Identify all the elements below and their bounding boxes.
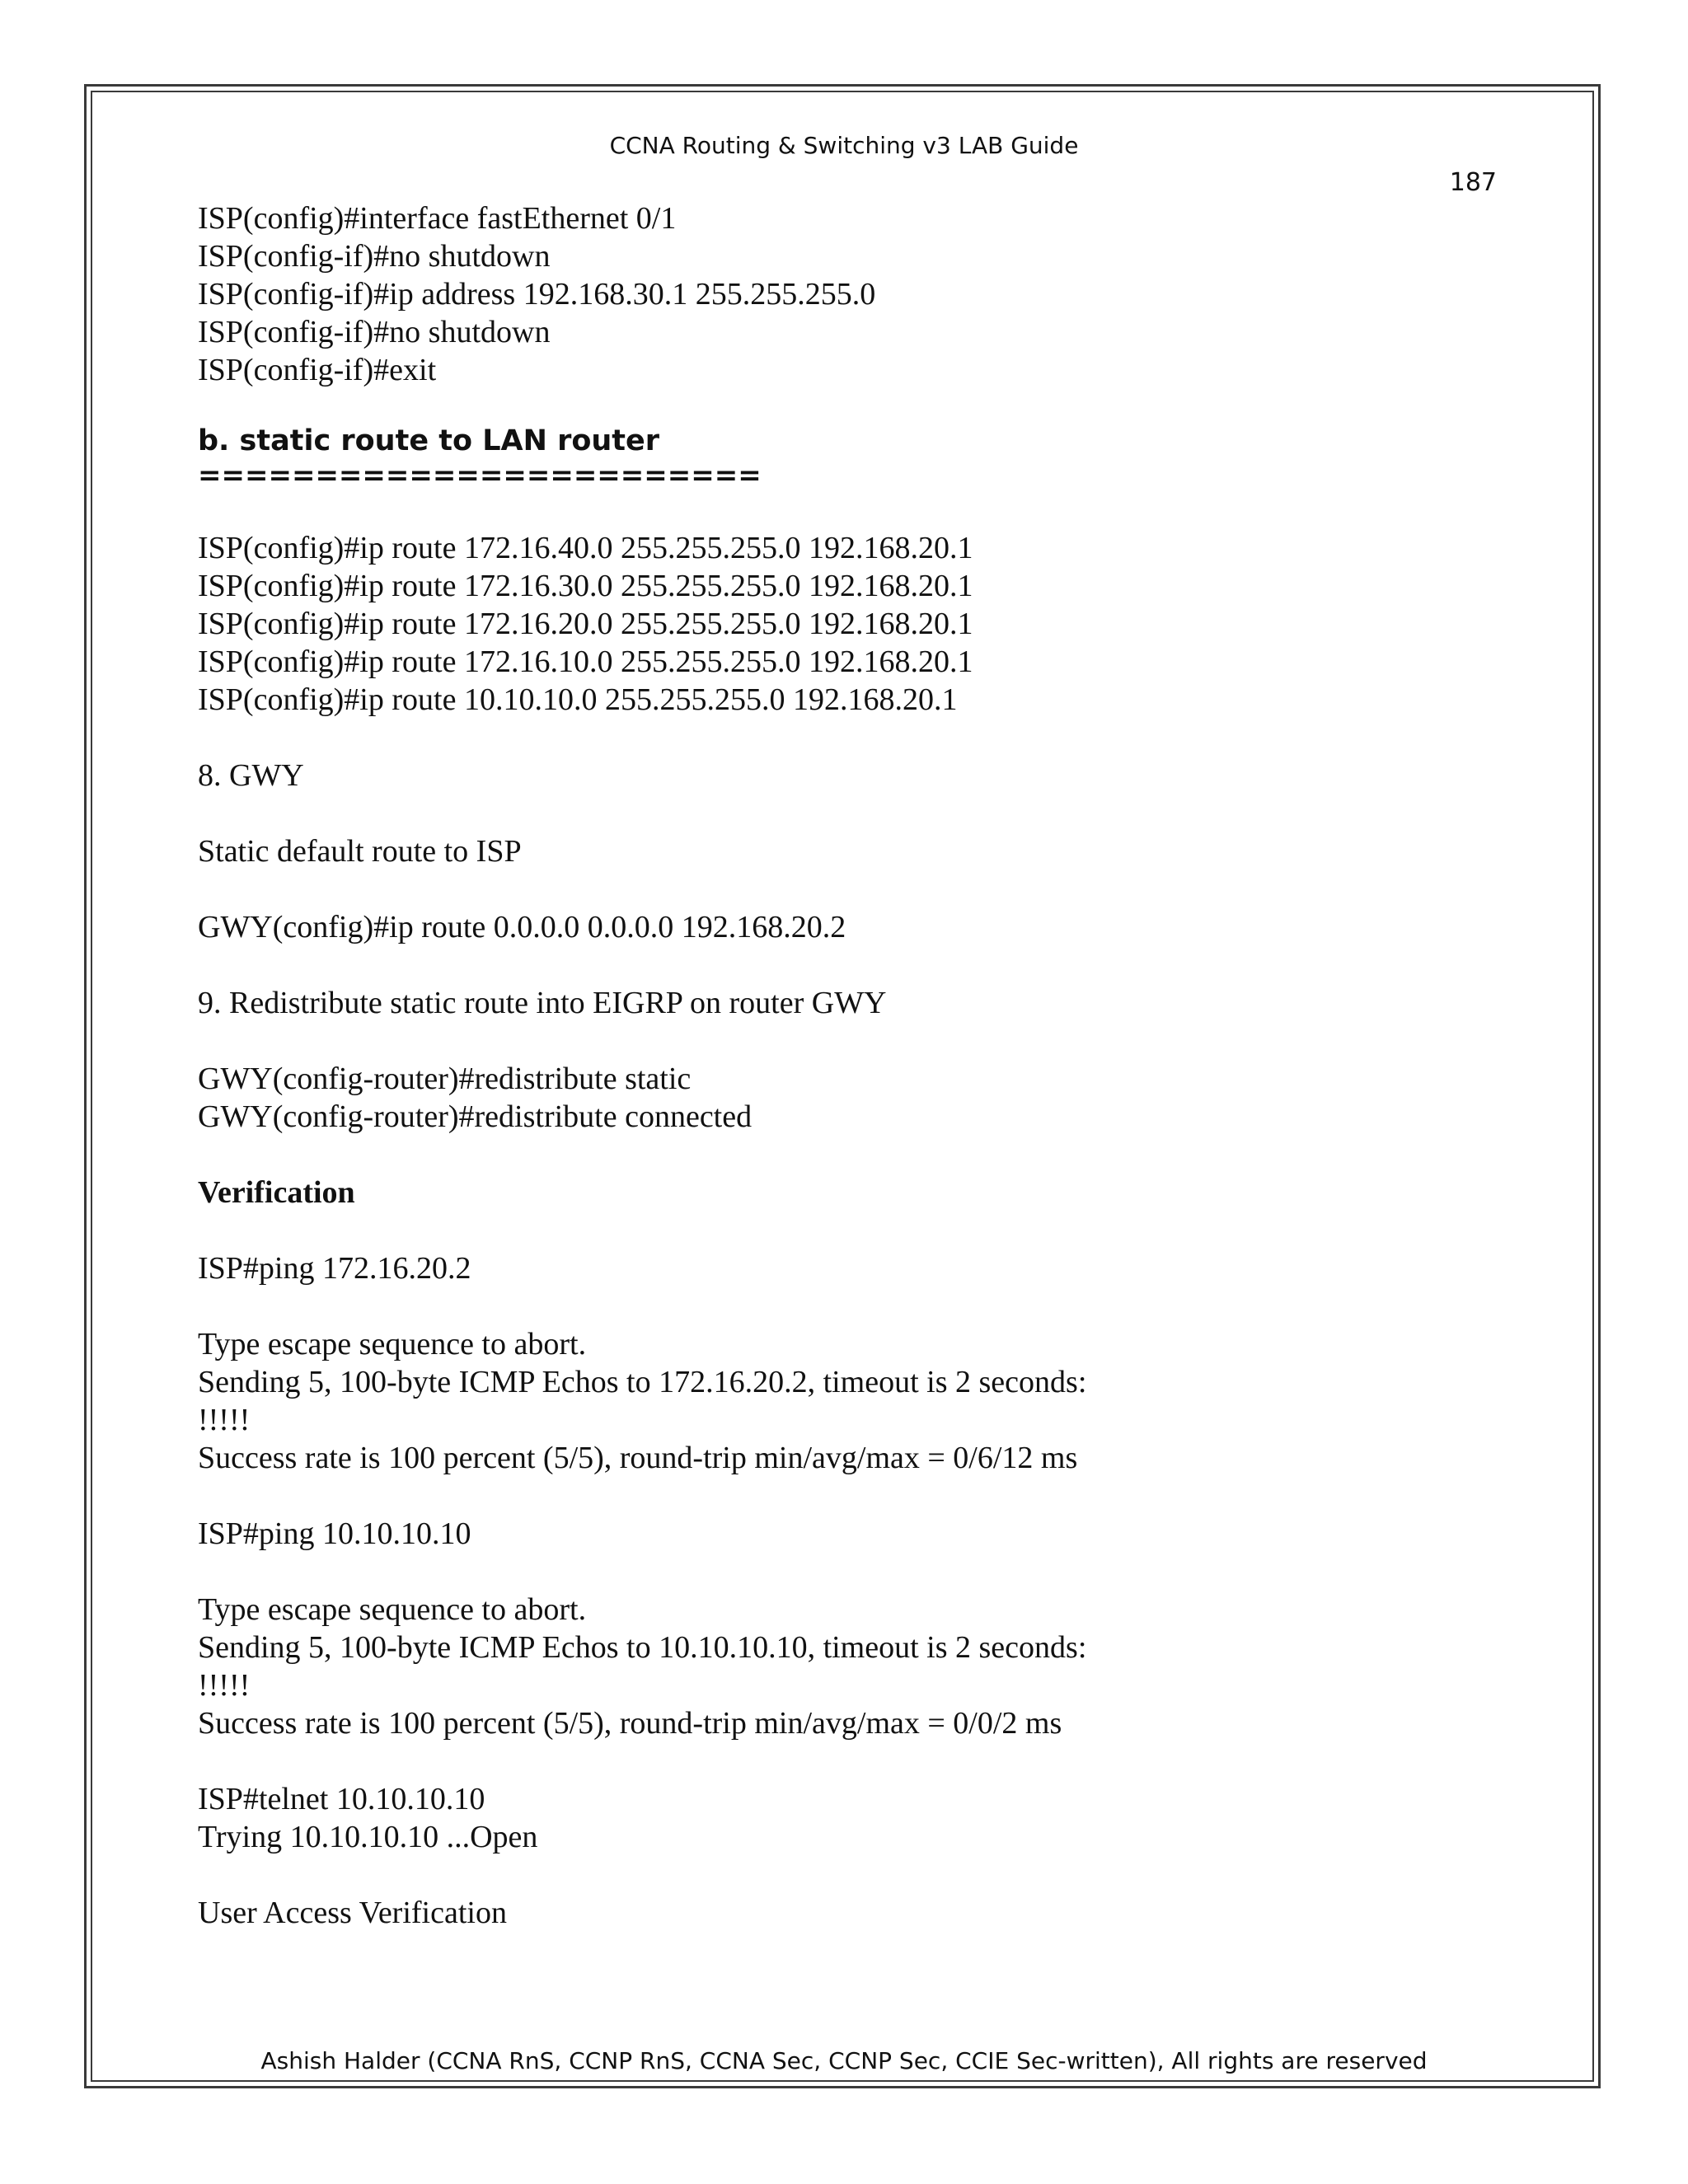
page-number: 187 (1449, 168, 1497, 197)
config-line: ISP(config)#ip route 172.16.10.0 255.255.255.0 192.168.20.1 (198, 644, 973, 679)
gwy-heading: 8. GWY (198, 758, 304, 793)
config-line: GWY(config)#ip route 0.0.0.0 0.0.0.0 192.168.20.2 (198, 910, 846, 944)
config-line: ISP(config-if)#no shutdown (198, 315, 551, 349)
redistribute-heading: 9. Redistribute static route into EIGRP on router GWY (198, 986, 887, 1020)
section-divider: ======================== (198, 459, 762, 492)
config-line: GWY(config-router)#redistribute connected (198, 1099, 753, 1134)
ping-output-line: Type escape sequence to abort. (198, 1592, 587, 1627)
ping-output-line: !!!!! (198, 1403, 251, 1437)
config-line: ISP(config-if)#exit (198, 353, 437, 387)
config-line: ISP(config-if)#ip address 192.168.30.1 255.255.255.0 (198, 277, 876, 312)
ping-output-line: !!!!! (198, 1668, 251, 1703)
verification-heading: Verification (198, 1175, 355, 1210)
document-footer: Ashish Halder (CCNA RnS, CCNP RnS, CCNA Sec, CCNP Sec, CCIE Sec-written), All rights are reserved (260, 2047, 1428, 2074)
user-access-verification: User Access Verification (198, 1896, 507, 1930)
config-line: ISP(config)#ip route 172.16.30.0 255.255.255.0 192.168.20.1 (198, 569, 973, 603)
config-line: ISP(config)#ip route 172.16.20.0 255.255.255.0 192.168.20.1 (198, 607, 973, 641)
ping-output-line: Type escape sequence to abort. (198, 1327, 587, 1361)
config-line: GWY(config-router)#redistribute static (198, 1062, 692, 1096)
document-body (198, 199, 1550, 1932)
config-line: ISP(config-if)#no shutdown (198, 239, 551, 274)
config-line: ISP(config)#interface fastEthernet 0/1 (198, 201, 677, 236)
config-line: ISP(config)#ip route 172.16.40.0 255.255.255.0 192.168.20.1 (198, 531, 973, 565)
ping-command: ISP#ping 172.16.20.2 (198, 1251, 471, 1286)
telnet-line: ISP#telnet 10.10.10.10 (198, 1782, 485, 1816)
gwy-subheading: Static default route to ISP (198, 834, 522, 869)
ping-output-line: Success rate is 100 percent (5/5), round-trip min/avg/max = 0/6/12 ms (198, 1441, 1078, 1475)
document-header: CCNA Routing & Switching v3 LAB Guide (609, 132, 1079, 159)
ping-output-line: Success rate is 100 percent (5/5), round-trip min/avg/max = 0/0/2 ms (198, 1706, 1062, 1741)
telnet-line: Trying 10.10.10.10 ...Open (198, 1820, 538, 1854)
ping-output-line: Sending 5, 100-byte ICMP Echos to 10.10.10.10, timeout is 2 seconds: (198, 1630, 1087, 1665)
ping-command: ISP#ping 10.10.10.10 (198, 1516, 471, 1551)
config-line: ISP(config)#ip route 10.10.10.0 255.255.255.0 192.168.20.1 (198, 682, 958, 717)
ping-output-line: Sending 5, 100-byte ICMP Echos to 172.16.20.2, timeout is 2 seconds: (198, 1365, 1087, 1399)
section-title-static-route: b. static route to LAN router (198, 424, 660, 457)
